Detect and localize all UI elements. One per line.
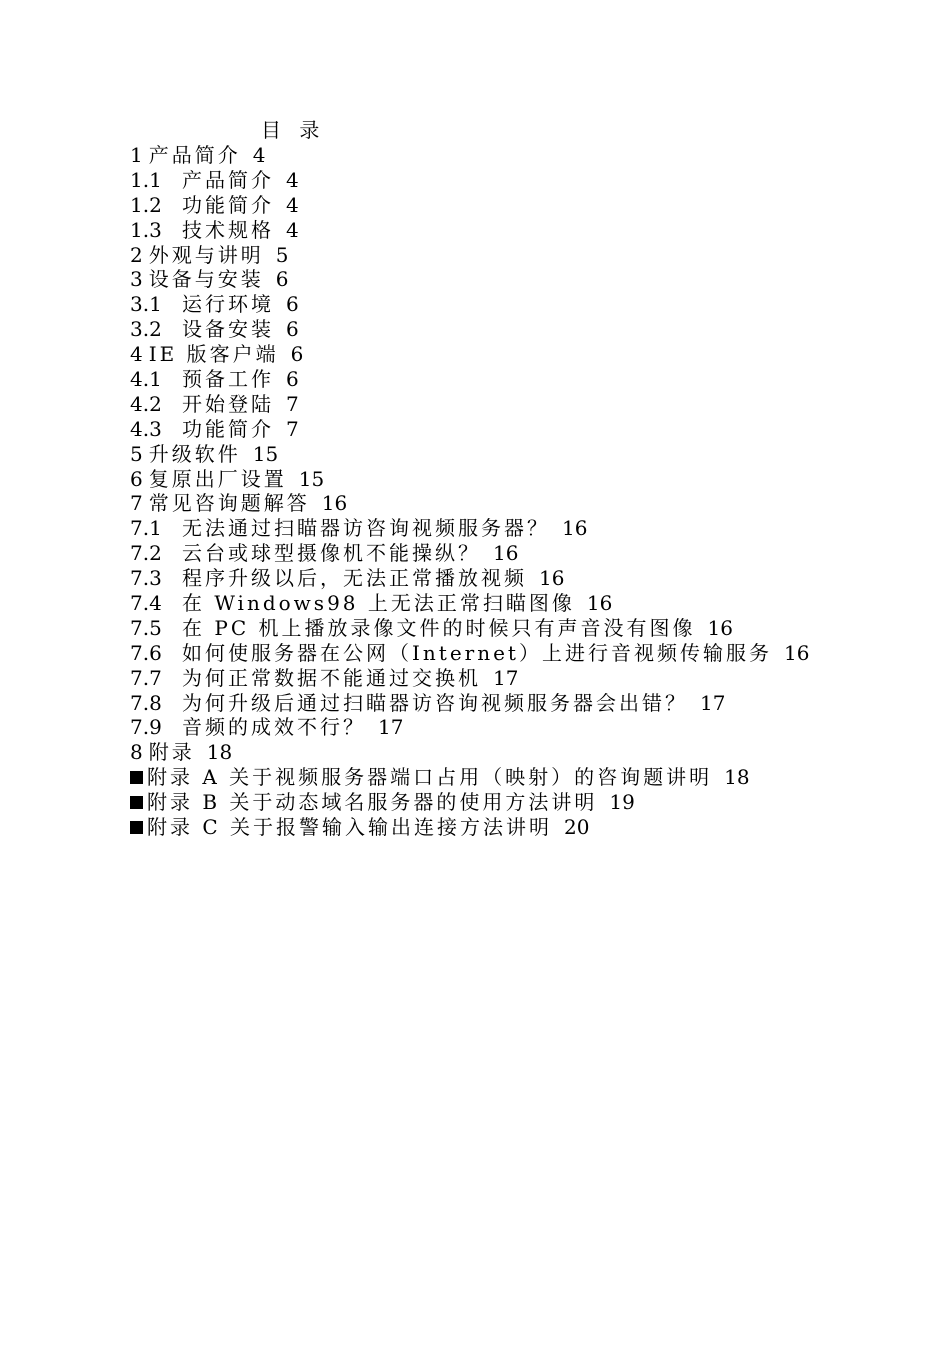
toc-entry-page: 15 — [298, 466, 325, 491]
toc-entry-number: 3.2 — [130, 317, 162, 342]
toc-entry — [130, 317, 809, 342]
toc-entry-label: 附录 C 关于报警输入输出连接方法讲明 — [147, 815, 553, 840]
toc-entry-number: 1.2 — [130, 192, 162, 217]
toc-entry-label: 附录 — [148, 740, 195, 765]
toc-entry-page: 19 — [609, 790, 635, 815]
toc-entry-page: 7 — [286, 416, 299, 441]
toc-entry-label: 无法通过扫瞄器访咨询视频服务器？ — [182, 516, 550, 541]
toc-entry-number: 7.9 — [130, 715, 162, 740]
toc-entry-label: 外观与讲明 — [148, 242, 264, 267]
toc-list — [130, 143, 809, 840]
toc-entry-number: 5 — [130, 441, 143, 466]
toc-entry — [130, 790, 809, 815]
toc-entry-label: 常见咨询题解答 — [148, 491, 310, 516]
toc-entry — [130, 815, 809, 840]
toc-entry-number: 7.7 — [130, 665, 162, 690]
toc-entry-page: 6 — [286, 317, 299, 342]
toc-entry-number: 7 — [130, 491, 143, 516]
toc-entry-number: 7.8 — [130, 690, 162, 715]
toc-entry-page: 4 — [252, 143, 266, 167]
toc-entry-label: 产品简介 — [182, 167, 274, 192]
toc-entry-number: 7.6 — [130, 640, 162, 665]
toc-entry-number: 7.4 — [130, 591, 162, 616]
toc-entry-page: 4 — [286, 167, 299, 192]
toc-entry-page: 20 — [564, 815, 590, 840]
toc-entry-number: 4.2 — [130, 391, 162, 416]
toc-entry — [130, 740, 809, 765]
toc-entry-page: 18 — [724, 765, 750, 790]
toc-entry-number: 2 — [130, 242, 143, 267]
toc-entry-page: 7 — [286, 391, 299, 416]
toc-entry-page: 17 — [378, 715, 404, 740]
toc-entry-label: 为何升级后通过扫瞄器访咨询视频服务器会出错？ — [182, 690, 688, 715]
toc-entry-label: 复原出厂设置 — [148, 466, 287, 491]
toc-entry-number: 6 — [130, 466, 143, 491]
toc-entry-label: 运行环境 — [182, 292, 274, 317]
toc-entry — [130, 292, 809, 317]
toc-entry — [130, 193, 809, 218]
toc-entry — [130, 467, 809, 492]
toc-entry-number: 1.1 — [130, 167, 162, 192]
toc-entry-label: 技术规格 — [182, 217, 274, 242]
toc-entry-number: 7.2 — [130, 541, 162, 566]
toc-entry-label: 在 Windows98 上无法正常扫瞄图像 — [182, 591, 575, 616]
toc-entry-page: 5 — [275, 242, 289, 267]
toc-entry-number: 1 — [130, 143, 143, 167]
toc-entry-number: 7.3 — [130, 566, 162, 591]
toc-entry-number: 1.3 — [130, 217, 162, 242]
toc-entry-label: 音频的成效不行？ — [182, 715, 366, 740]
square-bullet-icon — [130, 771, 143, 784]
toc-entry — [130, 218, 809, 243]
toc-entry-label: 功能简介 — [182, 416, 274, 441]
toc-entry-page: 16 — [539, 566, 565, 591]
toc-entry-label: 附录 A 关于视频服务器端口占用（映射）的咨询题讲明 — [147, 765, 713, 790]
toc-entry-label: 云台或球型摄像机不能操纵？ — [182, 541, 481, 566]
toc-entry-label: 预备工作 — [182, 367, 274, 392]
toc-entry-page: 4 — [286, 192, 299, 217]
toc-entry — [130, 367, 809, 392]
toc-entry-label: 升级软件 — [148, 441, 241, 466]
toc-entry — [130, 641, 809, 666]
square-bullet-icon — [130, 796, 143, 809]
toc-entry-page: 16 — [493, 541, 519, 566]
toc-entry-label: 在 PC 机上播放录像文件的时候只有声音没有图像 — [182, 615, 696, 640]
toc-entry — [130, 591, 809, 616]
toc-entry-label: 开始登陆 — [182, 391, 274, 416]
toc-entry — [130, 243, 809, 268]
toc-entry — [130, 616, 809, 641]
toc-entry-label: IE 版客户端 — [148, 342, 279, 367]
toc-entry-page: 6 — [286, 292, 299, 317]
toc-entry-label: 如何使服务器在公网（Internet）上进行音视频传输服务 — [182, 640, 772, 665]
toc-entry-page: 15 — [252, 441, 279, 466]
square-bullet-icon — [130, 821, 143, 834]
toc-entry-number: 8 — [130, 740, 143, 765]
toc-entry-number: 3.1 — [130, 292, 162, 317]
toc-entry — [130, 267, 809, 292]
toc-entry-page: 18 — [206, 740, 233, 765]
toc-entry-number: 4.1 — [130, 367, 162, 392]
toc-entry — [130, 566, 809, 591]
toc-entry — [130, 666, 809, 691]
toc-entry — [130, 516, 809, 541]
toc-entry-page: 17 — [700, 690, 726, 715]
toc-entry-label: 附录 B 关于动态域名服务器的使用方法讲明 — [147, 790, 598, 815]
toc-entry — [130, 765, 809, 790]
toc-entry — [130, 417, 809, 442]
toc-title: 目 录 — [261, 118, 326, 142]
toc-entry-label: 设备安装 — [182, 317, 274, 342]
toc-entry — [130, 691, 809, 716]
toc-entry-page: 16 — [586, 591, 613, 616]
toc-entry — [130, 392, 809, 417]
toc-entry-page: 4 — [286, 217, 299, 242]
toc-entry-page: 16 — [707, 615, 733, 640]
toc-entry-page: 16 — [783, 640, 810, 665]
toc-entry — [130, 342, 809, 367]
toc-entry-label: 为何正常数据不能通过交换机 — [182, 665, 481, 690]
toc-entry-label: 设备与安装 — [148, 267, 264, 292]
toc-entry-page: 6 — [286, 367, 299, 392]
toc-entry-number: 3 — [130, 267, 143, 292]
toc-entry-label: 程序升级以后，无法正常播放视频 — [182, 566, 527, 591]
toc-entry-page: 6 — [290, 342, 304, 367]
toc-entry — [130, 442, 809, 467]
toc-entry — [130, 541, 809, 566]
toc-entry-label: 功能简介 — [182, 192, 274, 217]
toc-entry — [130, 715, 809, 740]
toc-entry-page: 16 — [321, 491, 348, 516]
toc-entry-page: 16 — [562, 516, 588, 541]
toc-entry-page: 17 — [493, 665, 519, 690]
toc-entry — [130, 491, 809, 516]
toc-entry-number: 7.1 — [130, 516, 162, 541]
toc-entry-page: 6 — [275, 267, 289, 292]
toc-entry-number: 7.5 — [130, 615, 162, 640]
toc-entry-label: 产品简介 — [148, 143, 241, 167]
toc-entry-number: 4 — [130, 342, 143, 367]
toc-entry — [130, 168, 809, 193]
toc-entry-number: 4.3 — [130, 416, 162, 441]
toc-entry — [130, 143, 809, 168]
